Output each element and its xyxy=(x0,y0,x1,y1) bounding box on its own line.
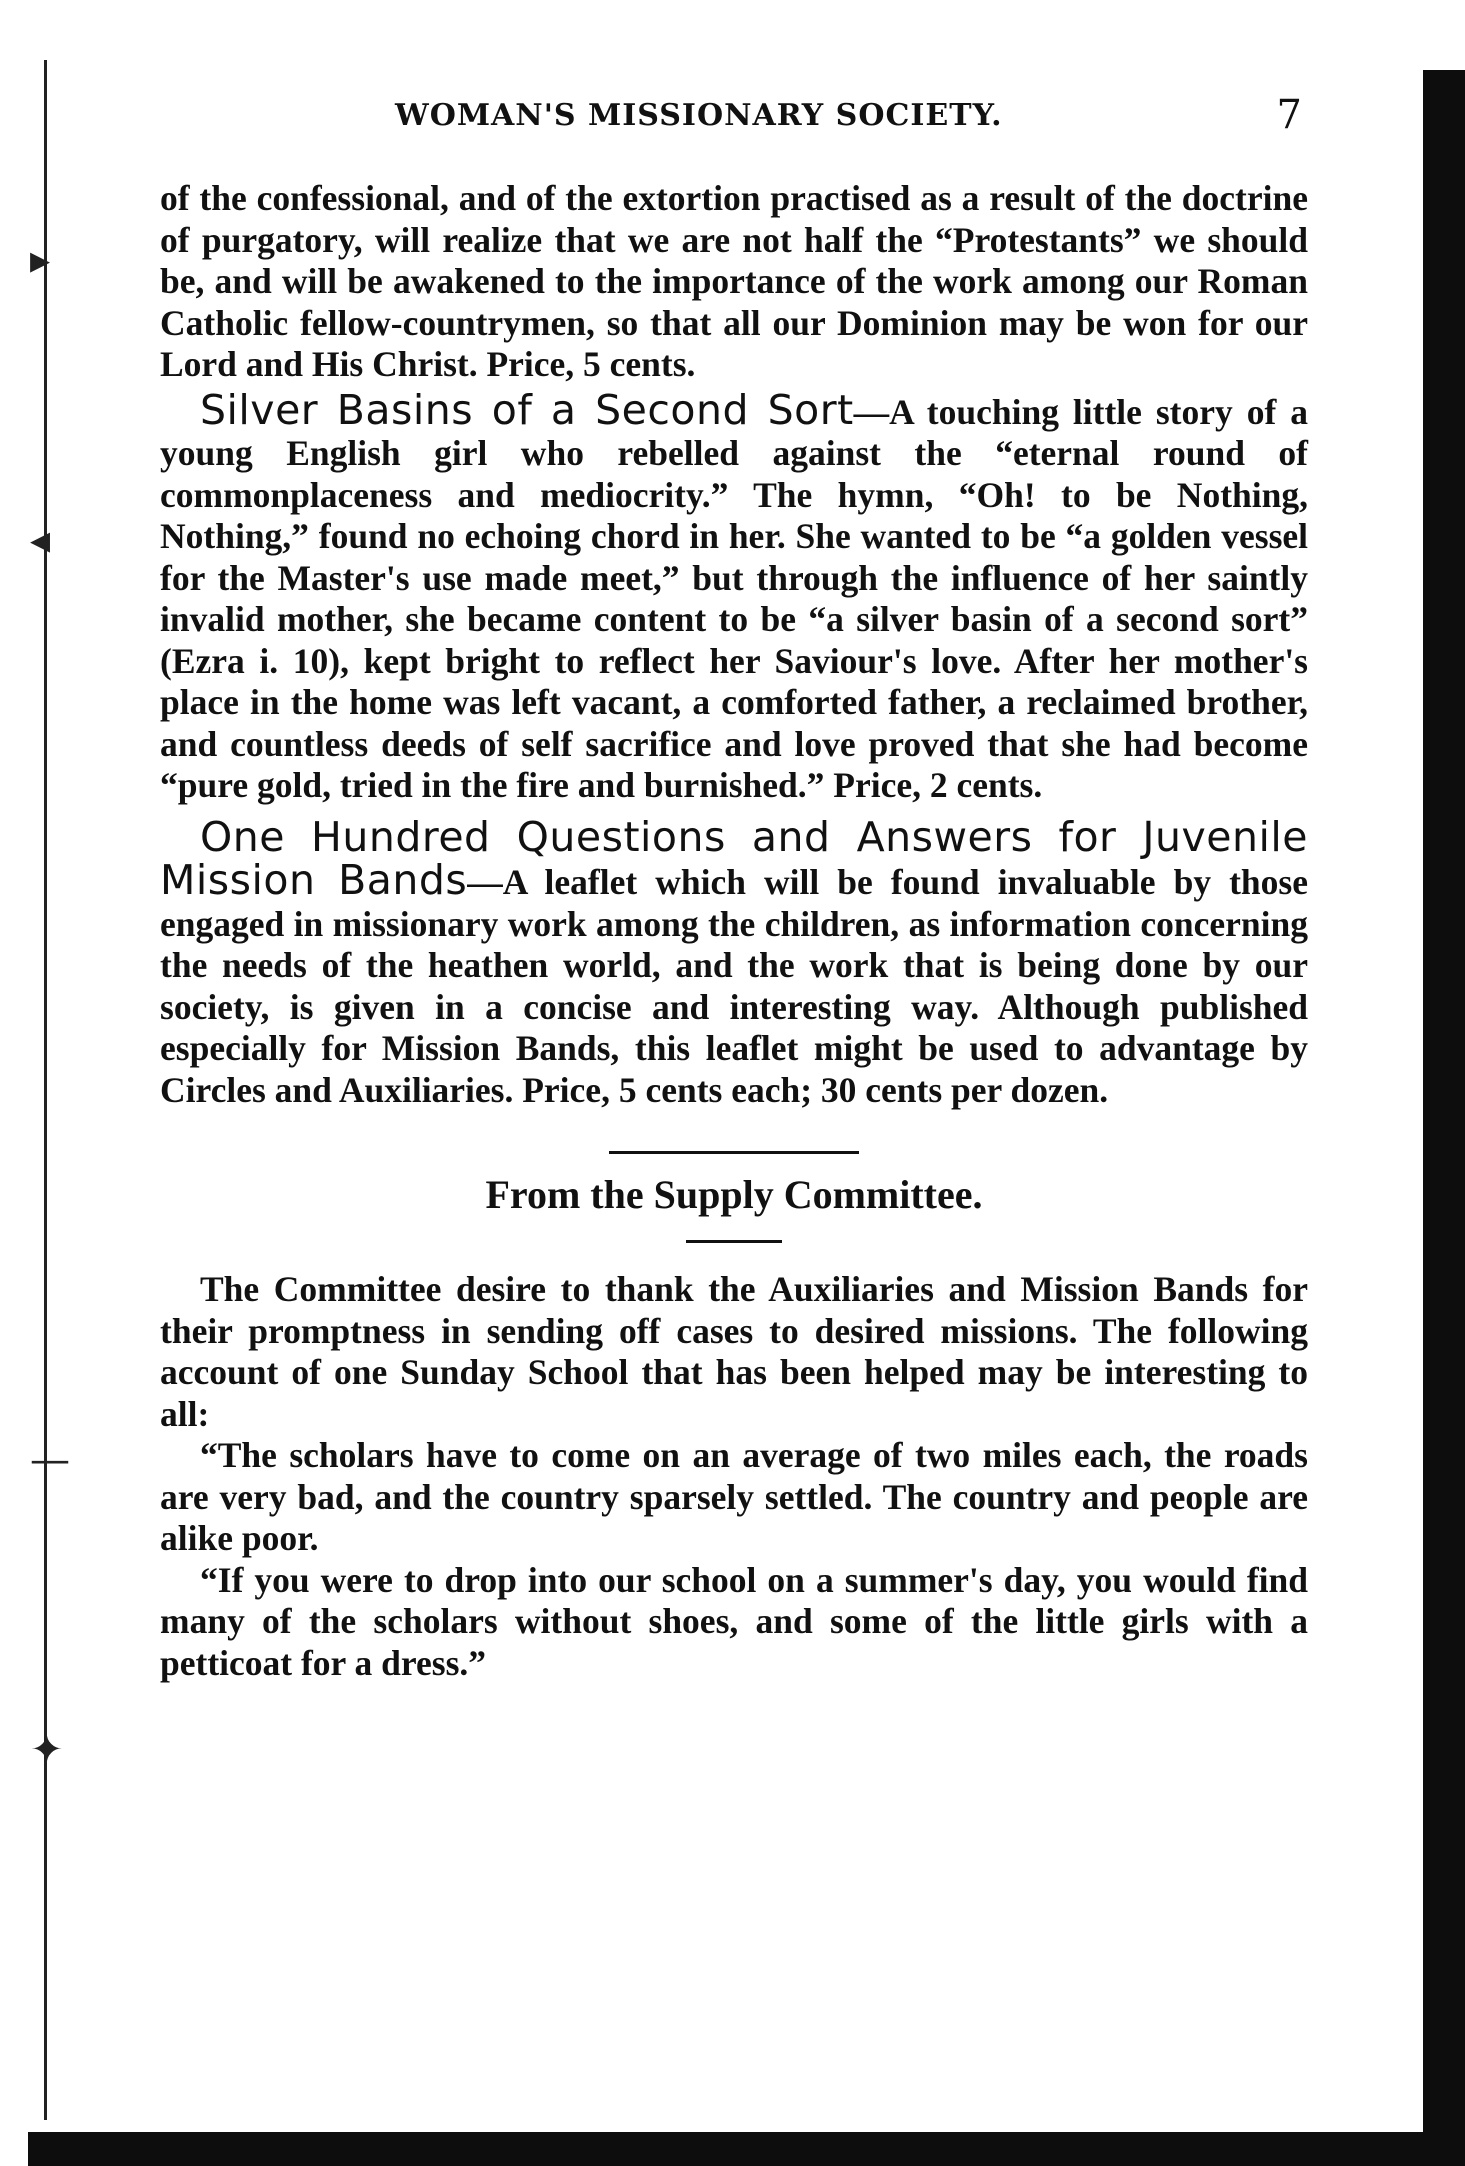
page-body xyxy=(160,178,1308,1684)
scan-speck: ✦ xyxy=(30,1727,64,1773)
section-title: From the Supply Committee. xyxy=(485,1172,983,1217)
scan-edge-shadow xyxy=(1423,70,1465,2150)
paragraph-hundred-questions xyxy=(160,812,1309,1112)
scan-speck: ◂ xyxy=(30,517,51,563)
paragraph-text: —A touching little story of a young English girl who rebelled against the “eternal round of commonplaceness and mediocrity.” The hymn, “Oh! to be Nothing, Nothing,” found no echoing chord in her. She wanted to be “a golden vessel for the Master's use made meet,” but through the influence of her saintly invalid mother, she became content to be “a silver basin of a second sort” (Ezra i. 10), kept bright to reflect her Saviour's love. After her mother's place in the home was left vacant, a comforted father, a reclaimed brother, and countless deeds of self sacrifice and love proved that she had become “pure gold, tried in the fire and burnished.” Price, 2 cents. xyxy=(160,391,1308,805)
section-divider-short xyxy=(686,1240,782,1243)
paragraph-silver-basins xyxy=(160,385,1308,807)
paragraph-text: The Committee desire to thank the Auxiliaries and Mission Bands for their promptness in sending off cases to desired missions. The following account of one Sunday School that has been helped may be interesting to all: xyxy=(160,1269,1308,1434)
paragraph-committee-thanks xyxy=(160,1269,1308,1435)
leaflet-title: One Hundred Questions and Answers for Juvenile Mission Bands xyxy=(160,812,1308,904)
running-title: WOMAN'S MISSIONARY SOCIETY. xyxy=(395,98,1003,133)
paragraph-text: of the confessional, and of the extortion practised as a result of the doctrine of purgatory, will realize that we are not half the “Protestants” we should be, and will be awakened to the importance of the work among our Roman Catholic fellow-countrymen, so that all our Dominion may be won for our Lord and His Christ. Price, 5 cents. xyxy=(160,178,1308,384)
scan-bottom-shadow xyxy=(28,2132,1465,2166)
leaflet-title: Silver Basins of a Second Sort xyxy=(200,385,854,434)
scan-speck: — xyxy=(30,1437,70,1483)
paragraph-text: —A leaflet which will be found invaluable by those engaged in missionary work among the children, as information concerning the needs of the heathen world, and the work that is being done by our society, is given in a concise and interesting way. Although published especially for Mission Bands, this leaflet might be used to advantage by Circles and Auxiliaries. Price, 5 cents each; 30 cents per dozen. xyxy=(160,862,1309,1110)
paragraph-text: “The scholars have to come on an average of two miles each, the roads are very bad, and the country sparsely settled. The country and people are alike poor. xyxy=(160,1435,1308,1558)
paragraph-text: “If you were to drop into our school on a summer's day, you would find many of the scholars without shoes, and some of the little girls with a petticoat for a dress.” xyxy=(160,1559,1308,1683)
scan-speck: ▸ xyxy=(30,237,51,283)
page-number: 7 xyxy=(1276,92,1302,138)
paragraph-confessional xyxy=(160,178,1308,386)
paragraph-school-quote xyxy=(160,1560,1308,1685)
binding-edge-line xyxy=(44,60,47,2120)
section-divider xyxy=(609,1151,859,1154)
paragraph-scholars-quote xyxy=(160,1435,1308,1560)
running-header xyxy=(160,92,1308,142)
